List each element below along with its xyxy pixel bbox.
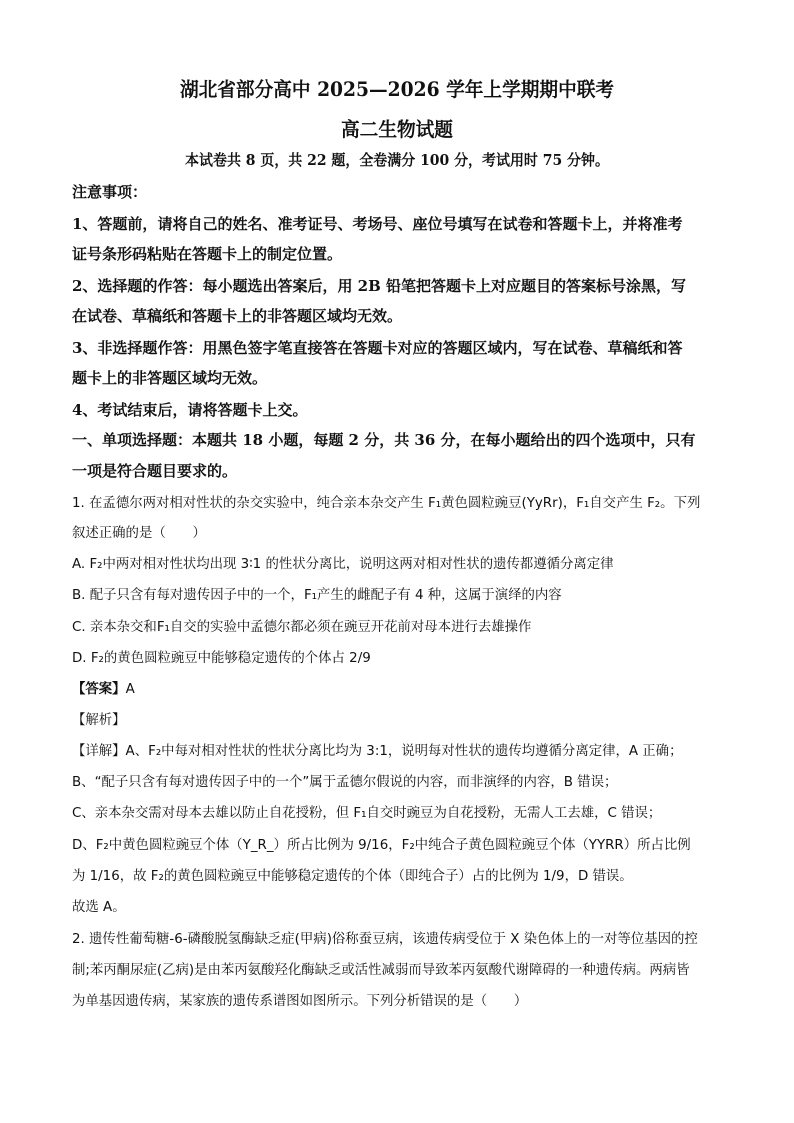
notice-heading: 注意事项：: [72, 183, 148, 201]
answer-value: A: [125, 682, 135, 697]
answer-label: 【答案】: [72, 682, 126, 697]
notice-line: 2、选择题的作答：每小题选出答案后，用 2B 铅笔把答题卡上对应题目的答案标号涂黑，写: [72, 277, 687, 295]
exam-title: 湖北省部分高中 2025—2026 学年上学期期中联考: [179, 78, 615, 101]
answer-line: [72, 680, 724, 700]
question-stem: 制;苯丙酮尿症(乙病)是由苯丙氨酸羟化酶缺乏或活性减弱而导致苯丙氨酸代谢障碍的一种遗传病。两病皆: [72, 963, 690, 978]
section-heading: 一项是符合题目要求的。: [72, 462, 238, 480]
question-stem: 1. 在孟德尔两对相对性状的杂交实验中，纯合亲本杂交产生 F₁黄色圆粒豌豆(YyRr)，F₁自交产生 F₂。下列: [72, 496, 701, 511]
detail-line: 【详解】A、F₂中每对相对性状的性状分离比均为 3:1，说明每对性状的遗传均遵循分离定律，A 正确；: [72, 744, 683, 759]
option-b: B. 配子只含有每对遗传因子中的一个，F₁产生的雌配子有 4 种，这属于演绎的内容: [72, 588, 562, 603]
question-stem: 2. 遗传性葡萄糖-6-磷酸脱氢酶缺乏症(甲病)俗称蚕豆病，该遗传病受位于 X 染色体上的一对等位基因的控: [72, 932, 698, 947]
conclusion: 故选 A。: [72, 900, 126, 915]
detail-line: C、亲本杂交需对母本去雄以防止自花授粉，但 F₁自交时豌豆为自花授粉，无需人工去雄，C 错误；: [72, 806, 662, 821]
option-c: C. 亲本杂交和F₁自交的实验中孟德尔都必须在豌豆开花前对母本进行去雄操作: [72, 620, 532, 635]
notice-line: 题卡上的非答题区域均无效。: [72, 369, 268, 387]
notice-line: 证号条形码粘贴在答题卡上的制定位置。: [72, 245, 343, 263]
detail-line: 为 1/16，故 F₂的黄色圆粒豌豆中能够稳定遗传的个体（即纯合子）占的比例为 1/9，D 错误。: [72, 869, 633, 884]
notice-line: 1、答题前，请将自己的姓名、准考证号、考场号、座位号填写在试卷和答题卡上，并将准考: [72, 215, 683, 233]
analysis-label: 【解析】: [72, 713, 126, 728]
notice-line: 在试卷、草稿纸和答题卡上的非答题区域均无效。: [72, 307, 403, 325]
question-stem: 叙述正确的是（ ）: [72, 526, 206, 541]
exam-subtitle: 高二生物试题: [341, 118, 453, 141]
option-a: A. F₂中两对相对性状均出现 3∶1 的性状分离比，说明这两对相对性状的遗传都遵循分离定律: [72, 557, 614, 572]
exam-info: 本试卷共 8 页，共 22 题，全卷满分 100 分，考试用时 75 分钟。: [185, 152, 609, 169]
section-heading: 一、单项选择题：本题共 18 小题，每题 2 分，共 36 分，在每小题给出的四个选项中，只有: [72, 431, 696, 449]
notice-line: 4、考试结束后，请将答题卡上交。: [72, 401, 308, 419]
question-stem: 为单基因遗传病，某家族的遗传系谱图如图所示。下列分析错误的是（ ）: [72, 994, 528, 1009]
detail-line: B、“配子只含有每对遗传因子中的一个”属于孟德尔假说的内容，而非演绎的内容，B 错误；: [72, 775, 618, 790]
notice-line: 3、非选择题作答：用黑色签字笔直接答在答题卡对应的答题区域内，写在试卷、草稿纸和答: [72, 339, 683, 357]
option-d: D. F₂的黄色圆粒豌豆中能够稳定遗传的个体占 2/9: [72, 651, 371, 666]
detail-line: D、F₂中黄色圆粒豌豆个体（Y_R_）所占比例为 9/16，F₂中纯合子黄色圆粒豌豆个体（YYRR）所占比例: [72, 838, 691, 853]
